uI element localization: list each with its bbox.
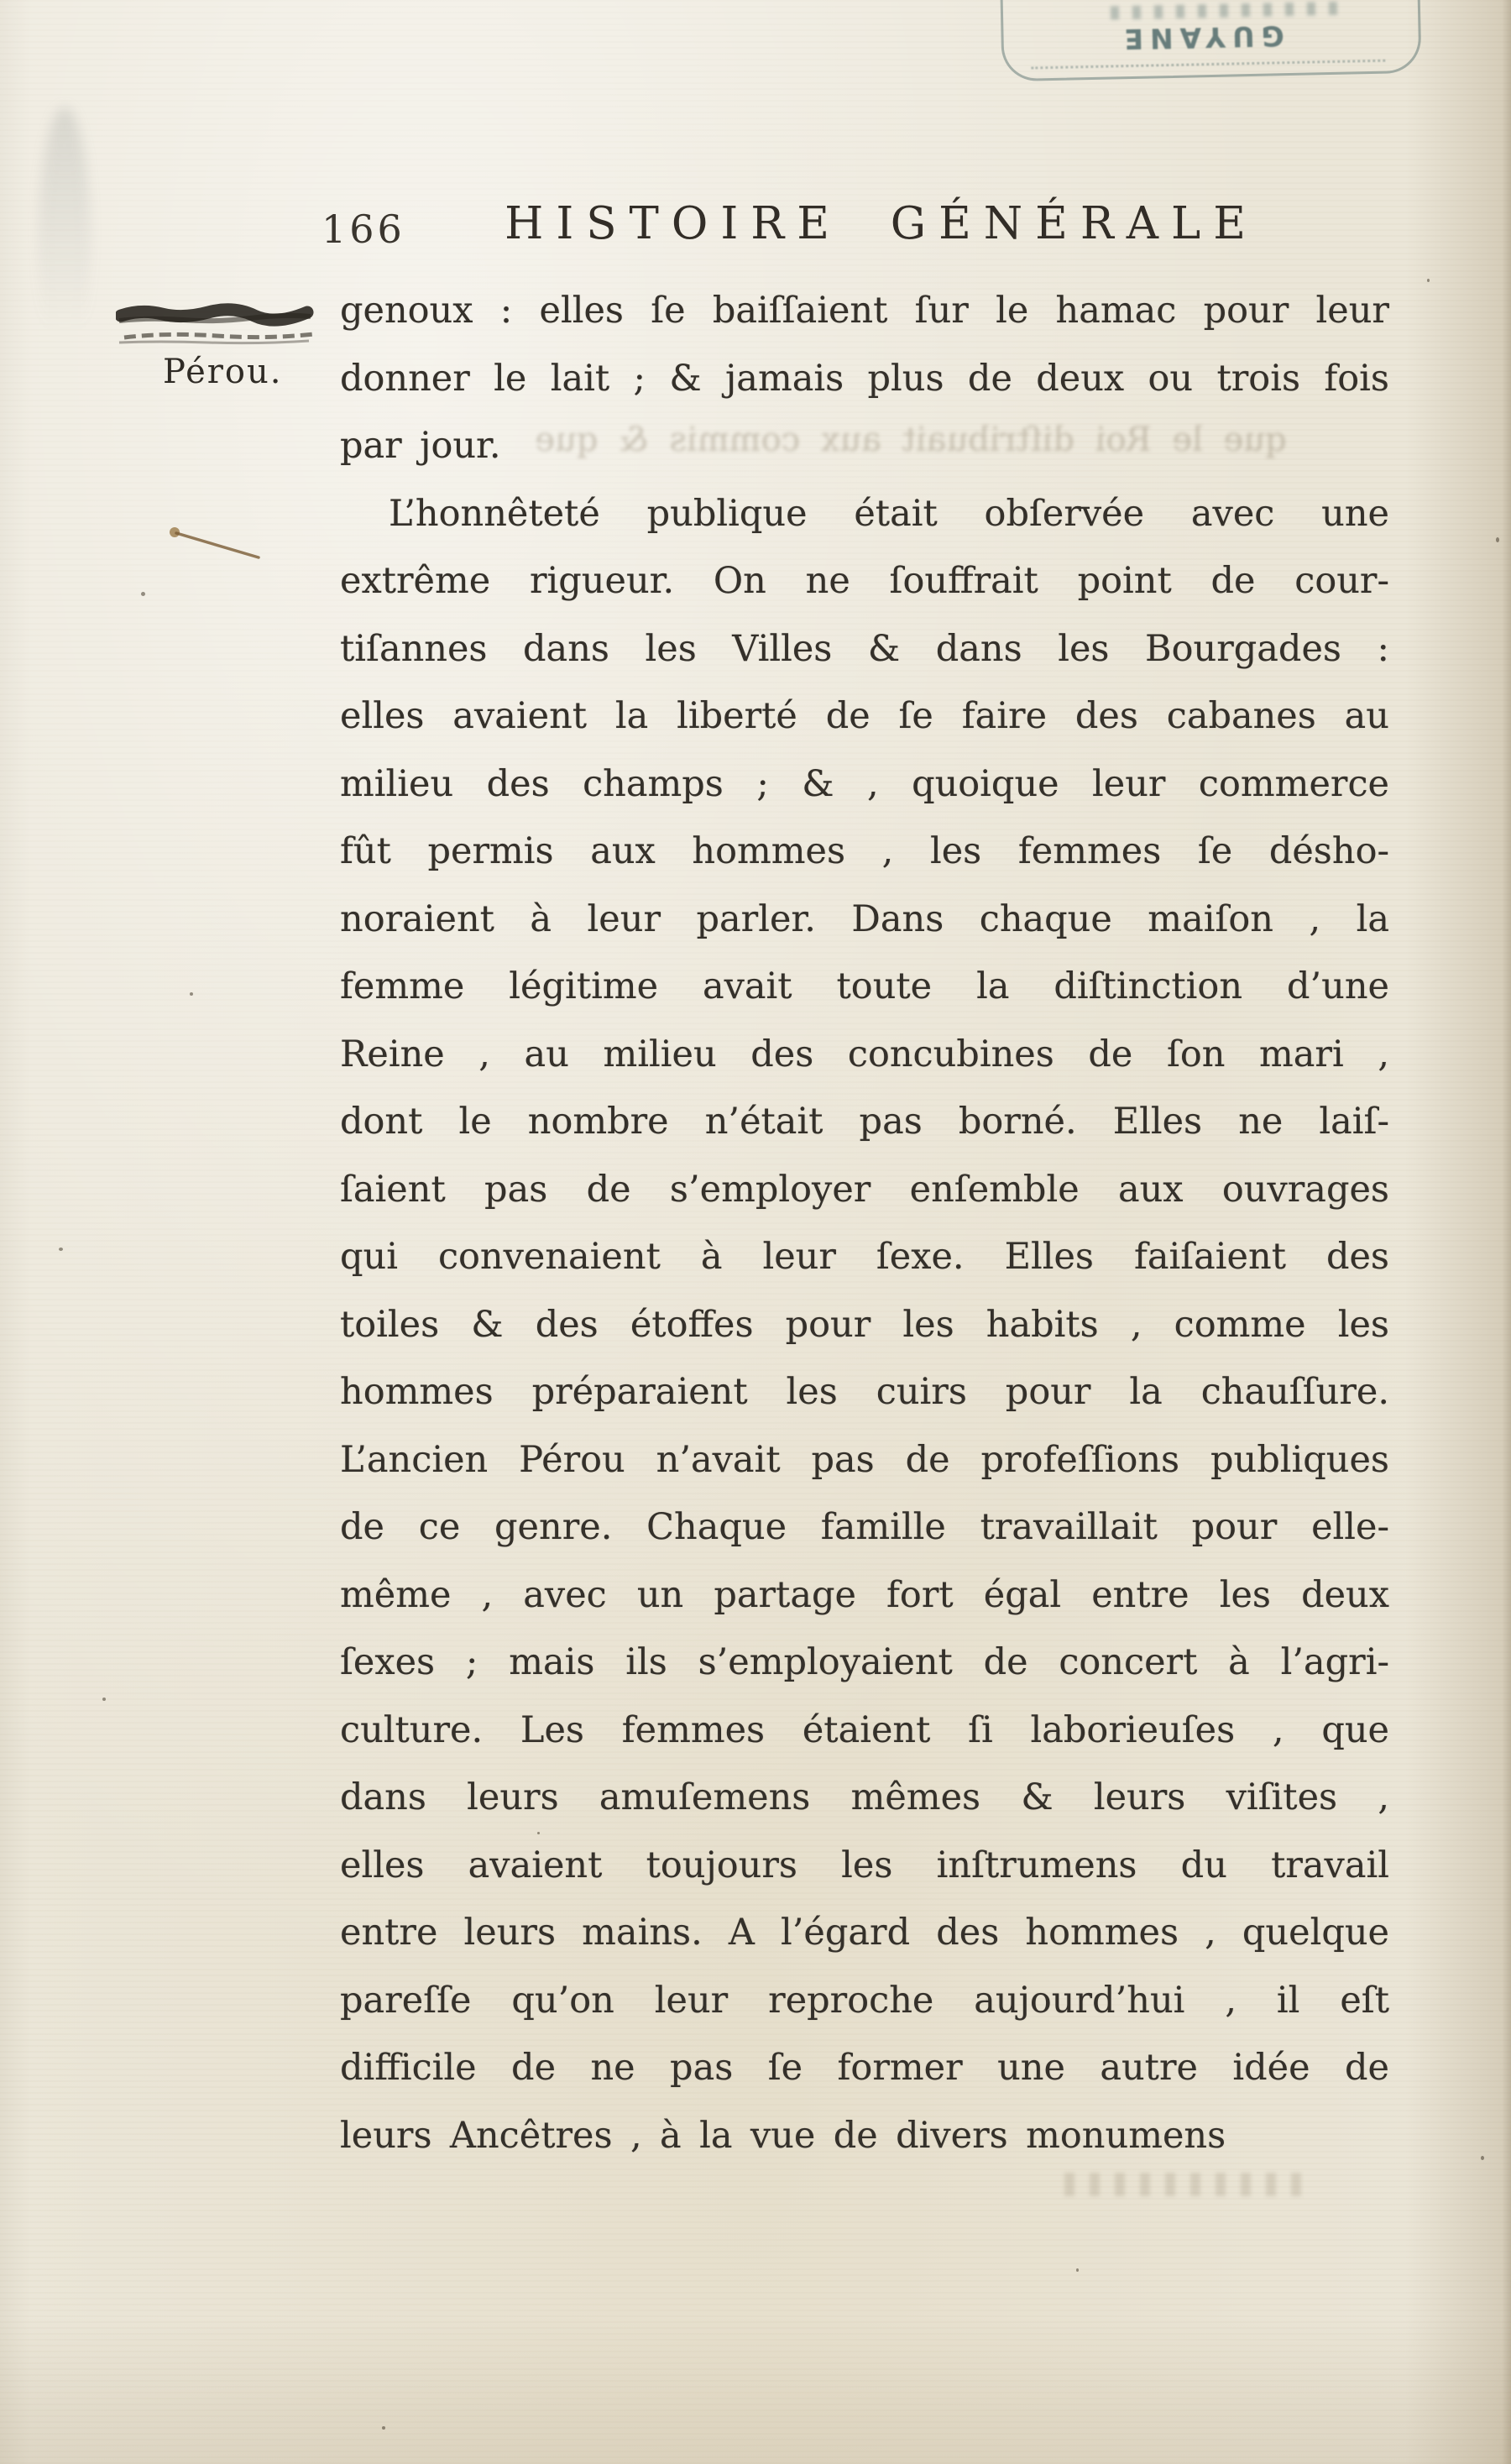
stamp-dotted-rule: [1031, 60, 1385, 70]
paper-speck: [59, 1248, 63, 1251]
pen-stroke-mark: [161, 517, 279, 571]
text-line: toiles & des étoffes pour les habits , comme les: [340, 1303, 1389, 1346]
text-line: entre leurs mains. A l’égard des hommes , quelque: [340, 1912, 1389, 1954]
paper-speck: [382, 2426, 385, 2430]
text-line: Reine , au milieu des concubines de ſon mari ,: [340, 1033, 1389, 1075]
text-line: noraient à leur parler. Dans chaque maiſon , la: [340, 897, 1389, 940]
text-line: L’ancien Pérou n’avait pas de profeſſions publiques: [340, 1438, 1389, 1481]
text-line: culture. Les femmes étaient ſi laborieuſes , que: [340, 1708, 1389, 1751]
text-line: difficile de ne pas ſe former une autre idée de: [340, 2047, 1389, 2089]
page-title: HISTOIRE GÉNÉRALE: [505, 198, 1258, 249]
paper-speck: [190, 992, 193, 996]
paper-speck: [1427, 279, 1430, 282]
paper-speck: [1481, 2156, 1484, 2160]
text-line: elles avaient toujours les inſtrumens du travail: [340, 1844, 1389, 1886]
text-line: dans leurs amuſemens mêmes & leurs viſites ,: [340, 1776, 1389, 1818]
page-number: 166: [322, 207, 405, 252]
library-stamp: [999, 0, 1421, 81]
body-text: [340, 277, 1389, 2169]
text-line: tiſannes dans les Villes & dans les Bourgades :: [340, 627, 1389, 670]
text-line: qui convenaient à leur ſexe. Elles faiſaient des: [340, 1236, 1389, 1278]
text-line: ſaient pas de s’employer enſemble aux ouvrages: [340, 1168, 1389, 1211]
text-line: fût permis aux hommes , les femmes ſe désho-: [340, 830, 1389, 872]
margin-note-perou: Pérou.: [163, 353, 283, 391]
text-line: genoux : elles ſe baiſſaient ſur le hamac pour leur: [340, 290, 1389, 332]
paper-speck: [141, 592, 145, 596]
text-line: donner le lait ; & jamais plus de deux ou trois fois: [340, 357, 1389, 400]
paper-speck: [537, 1832, 540, 1834]
text-line: dont le nombre n’était pas borné. Elles ne laiſ-: [340, 1101, 1389, 1143]
paper-speck: [1496, 537, 1499, 542]
stamp-illegible-row: [1111, 2, 1342, 20]
text-line: elles avaient la liberté de ſe faire des cabanes au: [340, 695, 1389, 737]
text-line: de ce genre. Chaque famille travaillait pour elle-: [340, 1506, 1389, 1548]
show-through-text: que le Roi diſtribuait aux commis & que: [535, 421, 1287, 459]
running-header: [0, 198, 1511, 265]
stamp-word: GUYANE: [1117, 19, 1285, 56]
text-line: par jour.: [340, 425, 501, 467]
text-line: extrême rigueur. On ne ſouffrait point de cour-: [340, 560, 1389, 602]
text-line: L’honnêteté publique était obſervée avec une: [389, 492, 1389, 535]
text-line: pareſſe qu’on leur reproche aujourd’hui , il eſt: [340, 1979, 1389, 2022]
text-line: hommes préparaient les cuirs pour la chauſſure.: [340, 1371, 1389, 1413]
paper-speck: [102, 1698, 106, 1701]
paper-speck: [1076, 2268, 1079, 2272]
text-line: même , avec un partage fort égal entre les deux: [340, 1573, 1389, 1616]
ink-scribble: [116, 302, 322, 354]
text-line: leurs Ancêtres , à la vue de divers monumens: [340, 2114, 1226, 2157]
show-through-smudge: [1064, 2173, 1316, 2196]
text-line: ſexes ; mais ils s’employaient de concert à l’agri-: [340, 1641, 1389, 1683]
text-line: femme légitime avait toute la diſtinction d’une: [340, 965, 1389, 1007]
text-line: milieu des champs ; & , quoique leur commerce: [340, 762, 1389, 805]
